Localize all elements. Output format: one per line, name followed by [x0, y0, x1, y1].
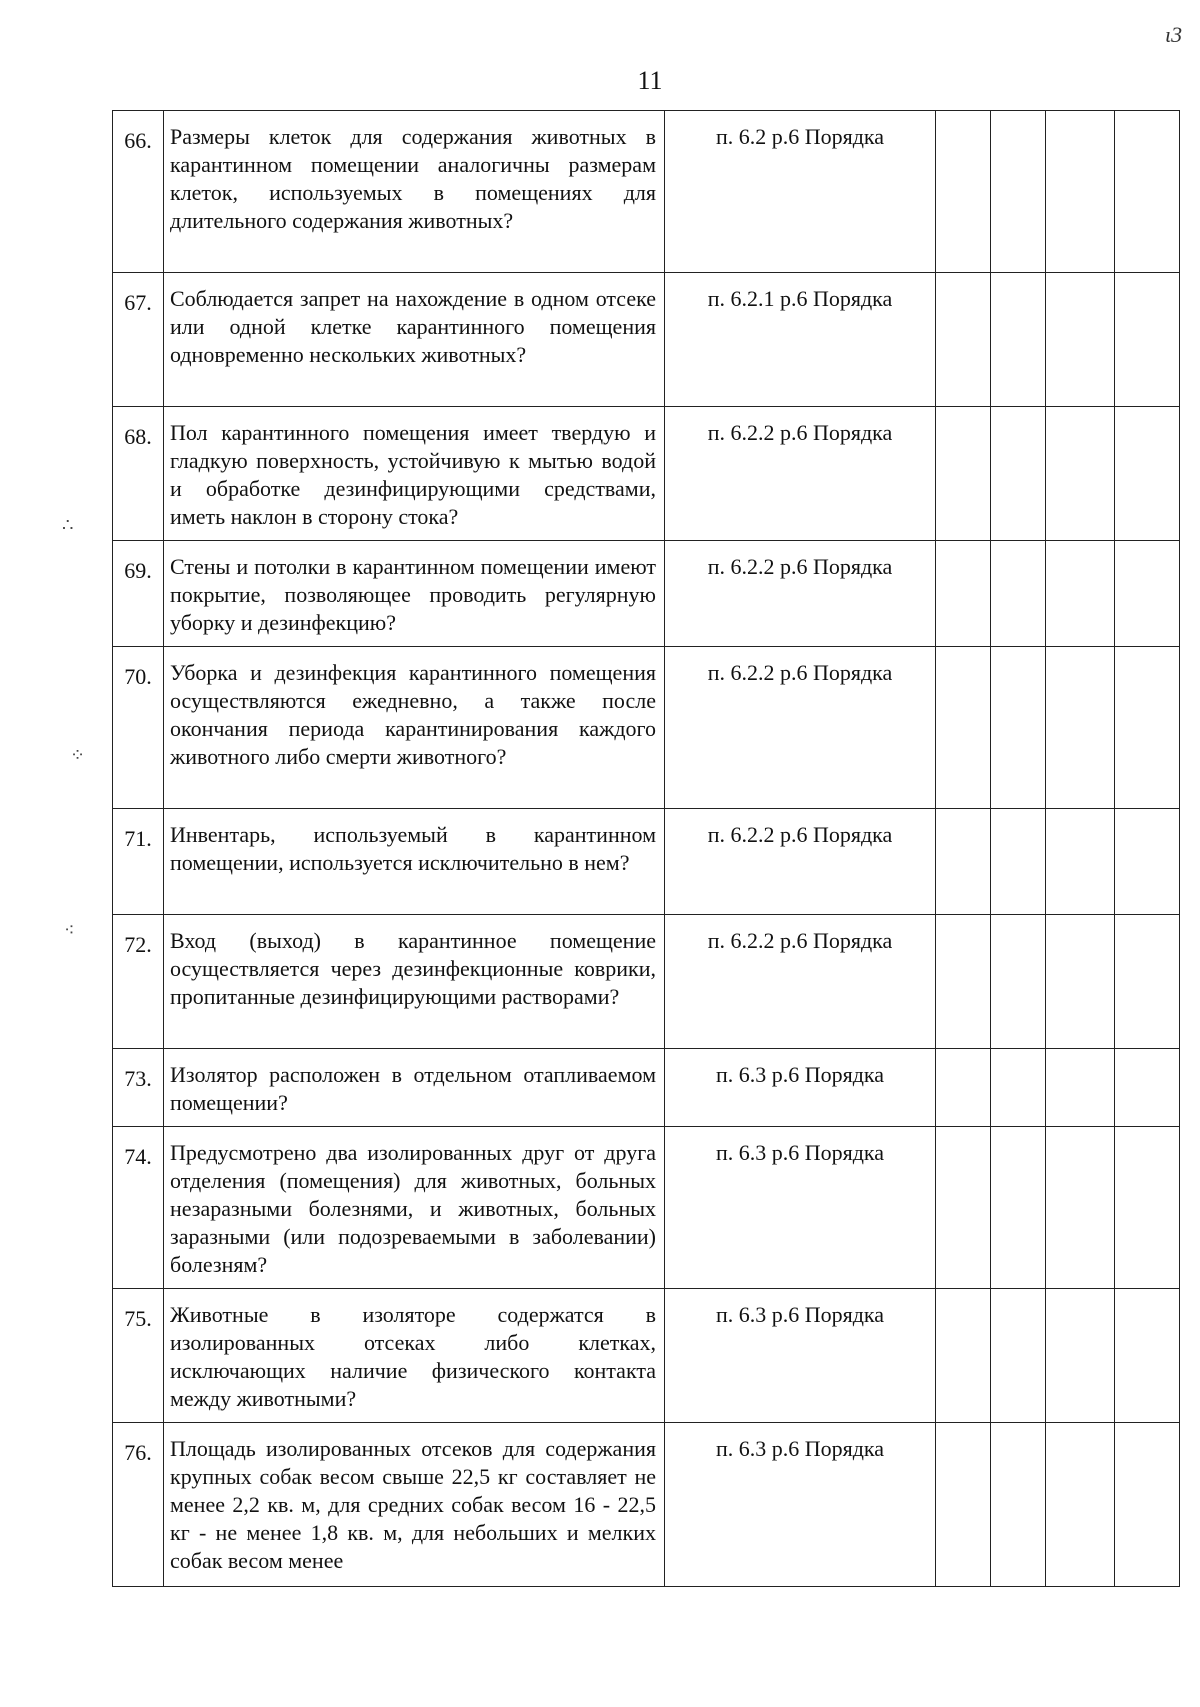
- blank-cell: [1115, 407, 1180, 541]
- blank-cell: [1115, 1127, 1180, 1289]
- row-number: 73.: [113, 1049, 164, 1127]
- row-reference: п. 6.2.2 р.6 Порядка: [665, 647, 936, 809]
- blank-cell: [991, 647, 1046, 809]
- blank-cell: [936, 647, 991, 809]
- blank-cell: [936, 1289, 991, 1423]
- blank-cell: [936, 1423, 991, 1587]
- blank-cell: [1046, 1127, 1115, 1289]
- blank-cell: [991, 915, 1046, 1049]
- row-reference: п. 6.2.2 р.6 Порядка: [665, 407, 936, 541]
- row-question: Пол карантинного помещения имеет твердую и гладкую поверхность, устойчивую к мытью водой и обработке дезинфицирующими средствами, иметь наклон в сторону стока?: [164, 407, 665, 541]
- table-row: [113, 1423, 1180, 1587]
- row-number: 72.: [113, 915, 164, 1049]
- row-reference: п. 6.3 р.6 Порядка: [665, 1127, 936, 1289]
- row-question: Уборка и дезинфекция карантинного помещения осуществляются ежедневно, а также после окончания периода карантинирования каждого животного либо смерти животного?: [164, 647, 665, 809]
- row-reference: п. 6.2.1 р.6 Порядка: [665, 273, 936, 407]
- blank-cell: [1115, 541, 1180, 647]
- row-number: 68.: [113, 407, 164, 541]
- blank-cell: [991, 407, 1046, 541]
- blank-cell: [936, 111, 991, 273]
- table-row: [113, 541, 1180, 647]
- table-row: [113, 809, 1180, 915]
- blank-cell: [1046, 407, 1115, 541]
- row-question: Изолятор расположен в отдельном отапливаемом помещении?: [164, 1049, 665, 1127]
- blank-cell: [1115, 273, 1180, 407]
- row-question: Размеры клеток для содержания животных в карантинном помещении аналогичны размерам клеток, используемых в помещениях для длительного содержания животных?: [164, 111, 665, 273]
- table-row: [113, 273, 1180, 407]
- blank-cell: [1046, 1049, 1115, 1127]
- blank-cell: [1115, 1423, 1180, 1587]
- checklist-table: [112, 110, 1180, 1587]
- blank-cell: [991, 273, 1046, 407]
- row-reference: п. 6.3 р.6 Порядка: [665, 1423, 936, 1587]
- row-number: 67.: [113, 273, 164, 407]
- blank-cell: [1115, 915, 1180, 1049]
- blank-cell: [1115, 1049, 1180, 1127]
- blank-cell: [991, 1289, 1046, 1423]
- blank-cell: [936, 273, 991, 407]
- row-reference: п. 6.3 р.6 Порядка: [665, 1049, 936, 1127]
- row-reference: п. 6.2.2 р.6 Порядка: [665, 915, 936, 1049]
- row-reference: п. 6.2.2 р.6 Порядка: [665, 809, 936, 915]
- row-number: 70.: [113, 647, 164, 809]
- row-question: Животные в изоляторе содержатся в изолированных отсеках либо клетках, исключающих наличие физического контакта между животными?: [164, 1289, 665, 1423]
- blank-cell: [1046, 541, 1115, 647]
- row-reference: п. 6.2 р.6 Порядка: [665, 111, 936, 273]
- blank-cell: [1115, 809, 1180, 915]
- row-question: Инвентарь, используемый в карантинном помещении, используется исключительно в нем?: [164, 809, 665, 915]
- row-number: 74.: [113, 1127, 164, 1289]
- blank-cell: [991, 1049, 1046, 1127]
- blank-cell: [936, 407, 991, 541]
- table-row: [113, 407, 1180, 541]
- blank-cell: [1046, 111, 1115, 273]
- blank-cell: [1115, 1289, 1180, 1423]
- blank-cell: [1046, 915, 1115, 1049]
- blank-cell: [936, 1127, 991, 1289]
- blank-cell: [1046, 647, 1115, 809]
- row-reference: п. 6.3 р.6 Порядка: [665, 1289, 936, 1423]
- table-row: [113, 111, 1180, 273]
- row-question: Предусмотрено два изолированных друг от друга отделения (помещения) для животных, больных незаразными болезнями, и животных, больных заразными (или подозреваемыми в заболевании) болезням?: [164, 1127, 665, 1289]
- blank-cell: [991, 541, 1046, 647]
- row-number: 69.: [113, 541, 164, 647]
- table-row: [113, 1049, 1180, 1127]
- blank-cell: [991, 809, 1046, 915]
- blank-cell: [936, 809, 991, 915]
- margin-scan-speck: ∴: [62, 515, 74, 535]
- blank-cell: [991, 111, 1046, 273]
- row-question: Соблюдается запрет на нахождение в одном отсеке или одной клетке карантинного помещения одновременно нескольких животных?: [164, 273, 665, 407]
- row-number: 75.: [113, 1289, 164, 1423]
- blank-cell: [991, 1423, 1046, 1587]
- row-question: Площадь изолированных отсеков для содержания крупных собак весом свыше 22,5 кг составляет не менее 2,2 кв. м, для средних собак весом 16 - 22,5 кг - не менее 1,8 кв. м, для небольших и мелких собак весом менее: [164, 1423, 665, 1587]
- row-question: Вход (выход) в карантинное помещение осуществляется через дезинфекционные коврики, пропитанные дезинфицирующими растворами?: [164, 915, 665, 1049]
- blank-cell: [936, 1049, 991, 1127]
- table-row: [113, 915, 1180, 1049]
- row-number: 71.: [113, 809, 164, 915]
- page-number: 11: [637, 66, 663, 95]
- corner-handwritten-mark: ɩ3: [1165, 22, 1183, 47]
- row-number: 66.: [113, 111, 164, 273]
- blank-cell: [1115, 111, 1180, 273]
- table-row: [113, 647, 1180, 809]
- blank-cell: [991, 1127, 1046, 1289]
- row-reference: п. 6.2.2 р.6 Порядка: [665, 541, 936, 647]
- blank-cell: [936, 915, 991, 1049]
- table-row: [113, 1127, 1180, 1289]
- margin-scan-speck: ⁘: [70, 745, 86, 765]
- margin-scan-speck: ⁖: [64, 920, 75, 940]
- blank-cell: [936, 541, 991, 647]
- table-row: [113, 1289, 1180, 1423]
- blank-cell: [1046, 1289, 1115, 1423]
- row-question: Стены и потолки в карантинном помещении имеют покрытие, позволяющее проводить регулярную уборку и дезинфекцию?: [164, 541, 665, 647]
- blank-cell: [1115, 647, 1180, 809]
- row-number: 76.: [113, 1423, 164, 1587]
- blank-cell: [1046, 809, 1115, 915]
- blank-cell: [1046, 273, 1115, 407]
- blank-cell: [1046, 1423, 1115, 1587]
